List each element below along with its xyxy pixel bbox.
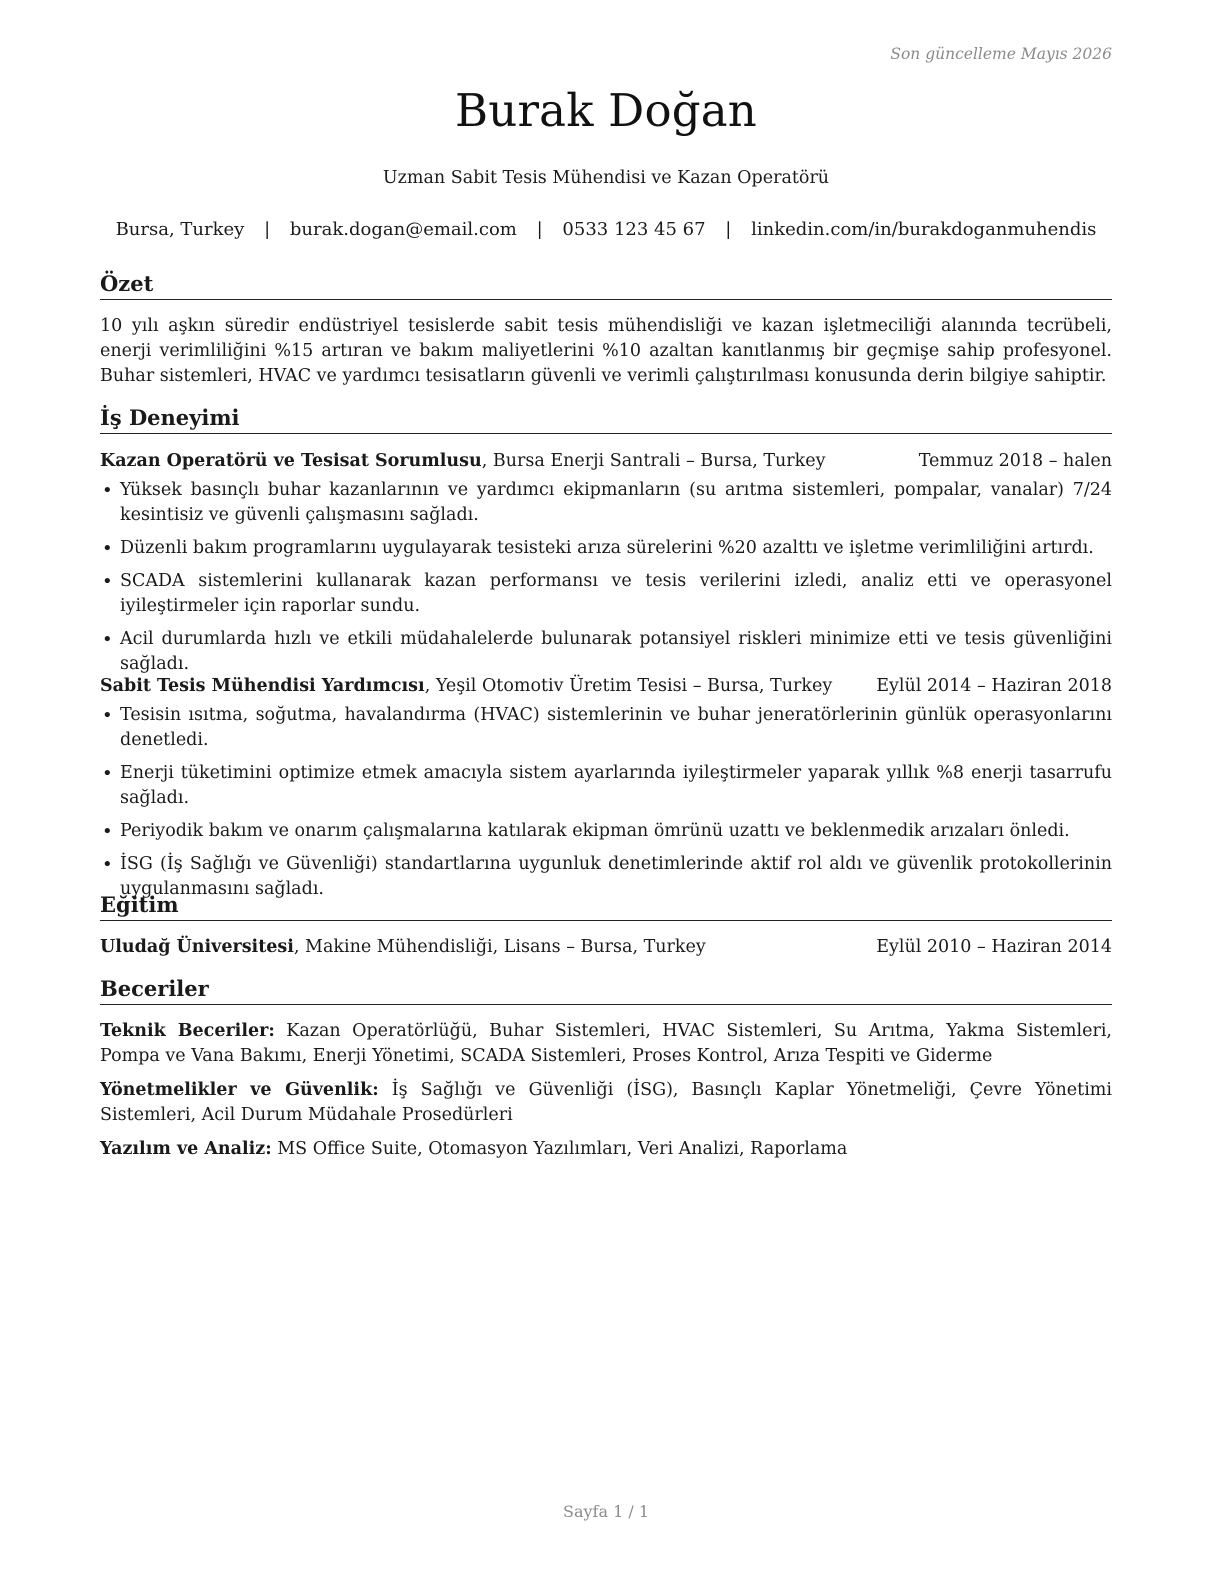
contact-email-link[interactable]: burak.dogan@email.com [289,219,517,240]
section-title-summary: Özet [100,271,1112,300]
contact-phone: 0533 123 45 67 [562,219,706,240]
contact-line [100,219,1112,240]
job-dates: Eylül 2014 – Haziran 2018 [876,676,1112,696]
job-bullet-list [100,703,1112,902]
skill-value: MS Office Suite, Otomasyon Yazılımları, Veri Analizi, Raporlama [271,1139,848,1159]
list-item: • Düzenli bakım programlarını uygulayarak tesisteki arıza sürelerini %20 azalttı ve işletme verimliliğini artırdı. [100,536,1112,561]
experience-header [100,674,1112,699]
job-title: Kazan Operatörü ve Tesisat Sorumlusu [100,451,482,471]
skill-label: Yönetmelikler ve Güvenlik: [100,1080,379,1100]
list-item: • İSG (İş Sağlığı ve Güvenliği) standartlarına uygunluk denetimlerinde aktif rol aldı ve güvenlik protokollerinin uygulanmasını sağladı. [100,852,1112,902]
section-title-education: Eğitim [100,892,1112,921]
education-dates: Eylül 2010 – Haziran 2014 [876,937,1112,957]
list-item: • Enerji tüketimini optimize etmek amacıyla sistem ayarlarında iyileştirmeler yaparak yıllık %8 enerji tasarrufu sağladı. [100,761,1112,811]
contact-separator: | [536,219,543,240]
job-bullet-list [100,478,1112,677]
list-item: • Periyodik bakım ve onarım çalışmalarına katılarak ekipman ömrünü uzattı ve beklenmedik arızaları önledi. [100,819,1112,844]
education-entry [100,935,1112,960]
school-name: Uludağ Üniversitesi [100,937,294,957]
contact-linkedin-link[interactable]: linkedin.com/in/burakdoganmuhendis [751,219,1097,240]
degree-detail: , Makine Mühendisliği, Lisans – Bursa, Turkey [293,937,706,957]
list-item: • Acil durumlarda hızlı ve etkili müdahalelerde bulunarak potansiyel riskleri minimize etti ve tesis güvenliğini sağladı. [100,627,1112,677]
list-item: • SCADA sistemlerini kullanarak kazan performansı ve tesis verilerini izledi, analiz etti ve operasyonel iyileştirmeler için raporlar sundu. [100,569,1112,619]
list-item: • Yüksek basınçlı buhar kazanlarının ve yardımcı ekipmanların (su arıtma sistemleri, pompalar, vanalar) 7/24 kesintisiz ve güvenli çalışmasını sağladı. [100,478,1112,528]
experience-entry [100,674,1112,910]
skill-label: Yazılım ve Analiz: [100,1139,272,1159]
contact-location: Bursa, Turkey [115,219,245,240]
list-item: • Tesisin ısıtma, soğutma, havalandırma (HVAC) sistemlerinin ve buhar jeneratörlerinin günlük operasyonlarını denetledi. [100,703,1112,753]
section-title-skills: Beceriler [100,976,1112,1005]
last-updated-note: Son güncelleme Mayıs 2026 [890,45,1112,63]
contact-separator: | [264,219,271,240]
skill-row [100,1019,1112,1069]
experience-header [100,449,1112,474]
skill-value: İş Sağlığı ve Güvenliği (İSG), Basınçlı Kaplar Yönetmeliği, Çevre Yönetimi Sistemleri, Acil Durum Müdahale Prosedürleri [100,1080,1112,1125]
summary-text: 10 yılı aşkın süredir endüstriyel tesislerde sabit tesis mühendisliği ve kazan işletmeciliği alanında tecrübeli, enerji verimliliğini %15 artıran ve bakım maliyetlerini %10 azaltan kanıtlanmış bir geçmişe sahip profesyonel. Buhar sistemleri, HVAC ve yardımcı tesisatların güvenli ve verimli çalıştırılması konusunda derin bilgiye sahiptir. [100,316,1112,386]
job-organization: , Bursa Enerji Santrali – Bursa, Turkey [481,451,826,471]
job-organization: , Yeşil Otomotiv Üretim Tesisi – Bursa, Turkey [424,676,833,696]
skill-row [100,1078,1112,1128]
job-title: Sabit Tesis Mühendisi Yardımcısı [100,676,425,696]
contact-separator: | [725,219,732,240]
education-header [100,935,1112,960]
skill-label: Teknik Beceriler: [100,1021,275,1041]
candidate-headline: Uzman Sabit Tesis Mühendisi ve Kazan Operatörü [382,168,830,188]
candidate-name: Burak Doğan [455,84,757,137]
skill-value: Kazan Operatörlüğü, Buhar Sistemleri, HVAC Sistemleri, Su Arıtma, Yakma Sistemleri, Pompa ve Vana Bakımı, Enerji Yönetimi, SCADA Sistemleri, Proses Kontrol, Arıza Tespiti ve Giderme [100,1021,1112,1066]
skills-list [100,1019,1112,1171]
experience-entry [100,449,1112,685]
job-dates: Temmuz 2018 – halen [918,451,1112,471]
skill-row [100,1137,1112,1162]
section-title-experience: İş Deneyimi [100,405,1112,434]
page-number: Sayfa 1 / 1 [562,1502,649,1521]
